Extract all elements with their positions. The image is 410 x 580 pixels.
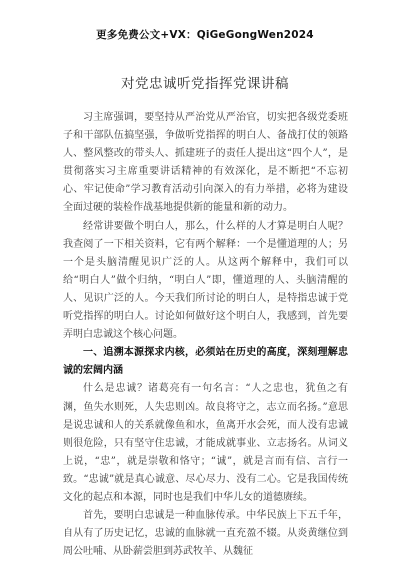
- promo-header: 更多免费公文+VX：QiGeGongWen2024: [96, 29, 314, 41]
- paragraph-intro: 习主席强调，要坚持从严治党从严治官，切实把各级党委班子和干部队伍搞坚强，争做听党指挥的明白人、备战打仗的领路人、整风整改的带头人、抓建班子的责任人提出这“四个人”，是贯彻落实习主席重要讲话精神的有效深化，是不断把“不忘初心、牢记使命”学习教育活动引向深入的有力举措，必将为建设全面过硬的装检作战基地提供新的能量和新的动力。: [63, 112, 348, 214]
- paragraph-definition: 经常讲要做个明白人，那么，什么样的人才算是明白人呢？我查阅了一下相关资料，它有两个解释：一个是懂道理的人；另一个是头脑清醒见识广泛的人。从这两个解释中，我们可以给“明白人”做个归纳，“明白人”即，懂道理的人、头脑清醒的人、见识广泛的人。今天我们所讨论的明白人，是特指忠诚于党听党指挥的明白人。讨论如何做好这个明白人，我感到，首先要弄明白忠诚这个核心问题。: [63, 220, 348, 341]
- document-body: [63, 109, 348, 561]
- paragraph-loyalty-meaning: 什么是忠诚？诸葛亮有一句名言：“人之忠也，犹鱼之有渊，鱼失水则死，人失忠则凶。故良将守之，志立而名扬。”意思是说忠诚和人的关系就像鱼和水，鱼离开水会死，而人没有忠诚则很危险，只有坚守住忠诚，才能成就事业、立志扬名。从词义上说，“忠”，就是崇敬和恪守；“诚”，就是言而有信、言行一致。“忠诚”就是真心诚意、尽心尽力、没有二心。它是我国传统文化的起点和本源，同时也是我们中华儿女的道德赓续。: [63, 383, 348, 503]
- document-title: 对党忠诚听党指挥党课讲稿: [121, 76, 289, 92]
- paragraph-bloodline: 首先，要明白忠诚是一种血脉传承。中华民族上下五千年，自从有了历史记忆，忠诚的血脉就一直充盈不辍。从炎黄继位到周公吐哺、从卧薪尝胆到苏武牧羊、从魏征: [63, 510, 348, 558]
- section-heading: 一、追溯本源探求内核，必须站在历史的高度，深刻理解忠诚的宏阔内涵: [63, 347, 348, 377]
